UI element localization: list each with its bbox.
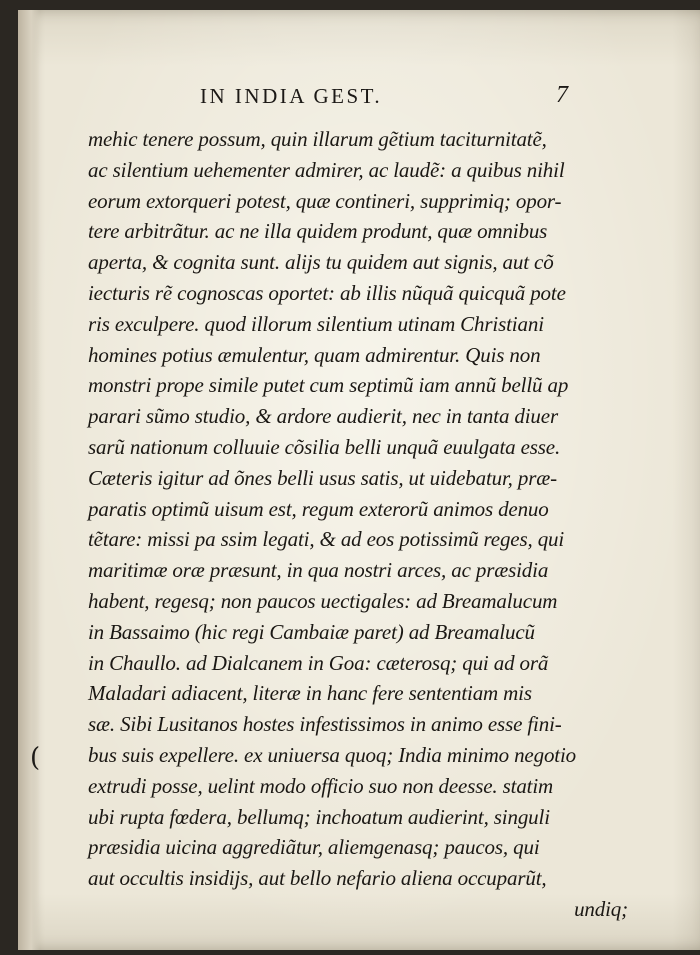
text-line: sarũ nationum colluuie cõsilia belli unquã euulgata esse. bbox=[88, 434, 561, 459]
text-line: extrudi posse, uelint modo officio suo non deesse. statim bbox=[88, 773, 554, 798]
text-line: homines potius æmulentur, quam admirentur. Quis non bbox=[88, 342, 541, 367]
text-line: tere arbitrãtur. ac ne illa quidem produnt, quæ omnibus bbox=[88, 219, 548, 244]
gutter-mark: ( bbox=[30, 743, 41, 773]
catchword: undiq; bbox=[574, 896, 628, 921]
text-line: eorum extorqueri potest, quæ contineri, supprimiq; opor- bbox=[88, 188, 562, 213]
page-number: 7 bbox=[556, 82, 568, 108]
running-head: IN INDIA GEST. bbox=[200, 84, 383, 108]
page-gutter bbox=[18, 10, 40, 950]
text-line: habent, regesq; non paucos uectigales: ad Breamalucum bbox=[88, 588, 558, 613]
text-line: aperta, & cognita sunt. alijs tu quidem aut signis, aut cõ bbox=[88, 250, 554, 275]
page-header bbox=[18, 84, 700, 118]
text-line: bus suis expellere. ex uniuersa quoq; India minimo negotio bbox=[88, 742, 577, 767]
text-line: Maladari adiacent, literæ in hanc fere sententiam mis bbox=[88, 681, 532, 706]
text-block bbox=[88, 124, 628, 925]
text-line: maritimæ oræ præsunt, in qua nostri arces, ac præsidia bbox=[88, 558, 549, 583]
text-line: aut occultis insidijs, aut bello nefario aliena occuparũt, bbox=[88, 866, 547, 891]
text-line: ris exculpere. quod illorum silentium utinam Christiani bbox=[88, 311, 544, 336]
text-line: paratis optimũ uisum est, regum exterorũ animos denuo bbox=[88, 496, 549, 521]
text-line: præsidia uicina aggrediãtur, aliemgenasq; paucos, qui bbox=[88, 835, 540, 860]
text-line: ubi rupta fœdera, bellumq; inchoatum audierint, singuli bbox=[88, 804, 550, 829]
text-line: Cæteris igitur ad õnes belli usus satis, ut uidebatur, præ- bbox=[88, 465, 557, 490]
text-line: iecturis rẽ cognoscas oportet: ab illis nũquã quicquã pote bbox=[88, 280, 566, 305]
text-line: ac silentium uehementer admirer, ac laudẽ: a quibus nihil bbox=[88, 157, 565, 182]
text-line: tẽtare: missi pa ssim legati, & ad eos potissimũ reges, qui bbox=[88, 527, 565, 552]
text-line: in Bassaimo (hic regi Cambaiæ paret) ad Breamalucũ bbox=[88, 619, 535, 644]
text-line: in Chaullo. ad Dialcanem in Goa: cæterosq; qui ad orã bbox=[88, 650, 549, 675]
text-line: parari sũmo studio, & ardore audierit, nec in tanta diuer bbox=[88, 404, 558, 429]
book-page bbox=[18, 10, 700, 950]
text-line: monstri prope simile putet cum septimũ iam annũ bellũ ap bbox=[88, 373, 569, 398]
text-line: sæ. Sibi Lusitanos hostes infestissimos in animo esse fini- bbox=[88, 712, 562, 737]
text-line: mehic tenere possum, quin illarum gẽtium taciturnitatẽ, bbox=[88, 127, 547, 151]
